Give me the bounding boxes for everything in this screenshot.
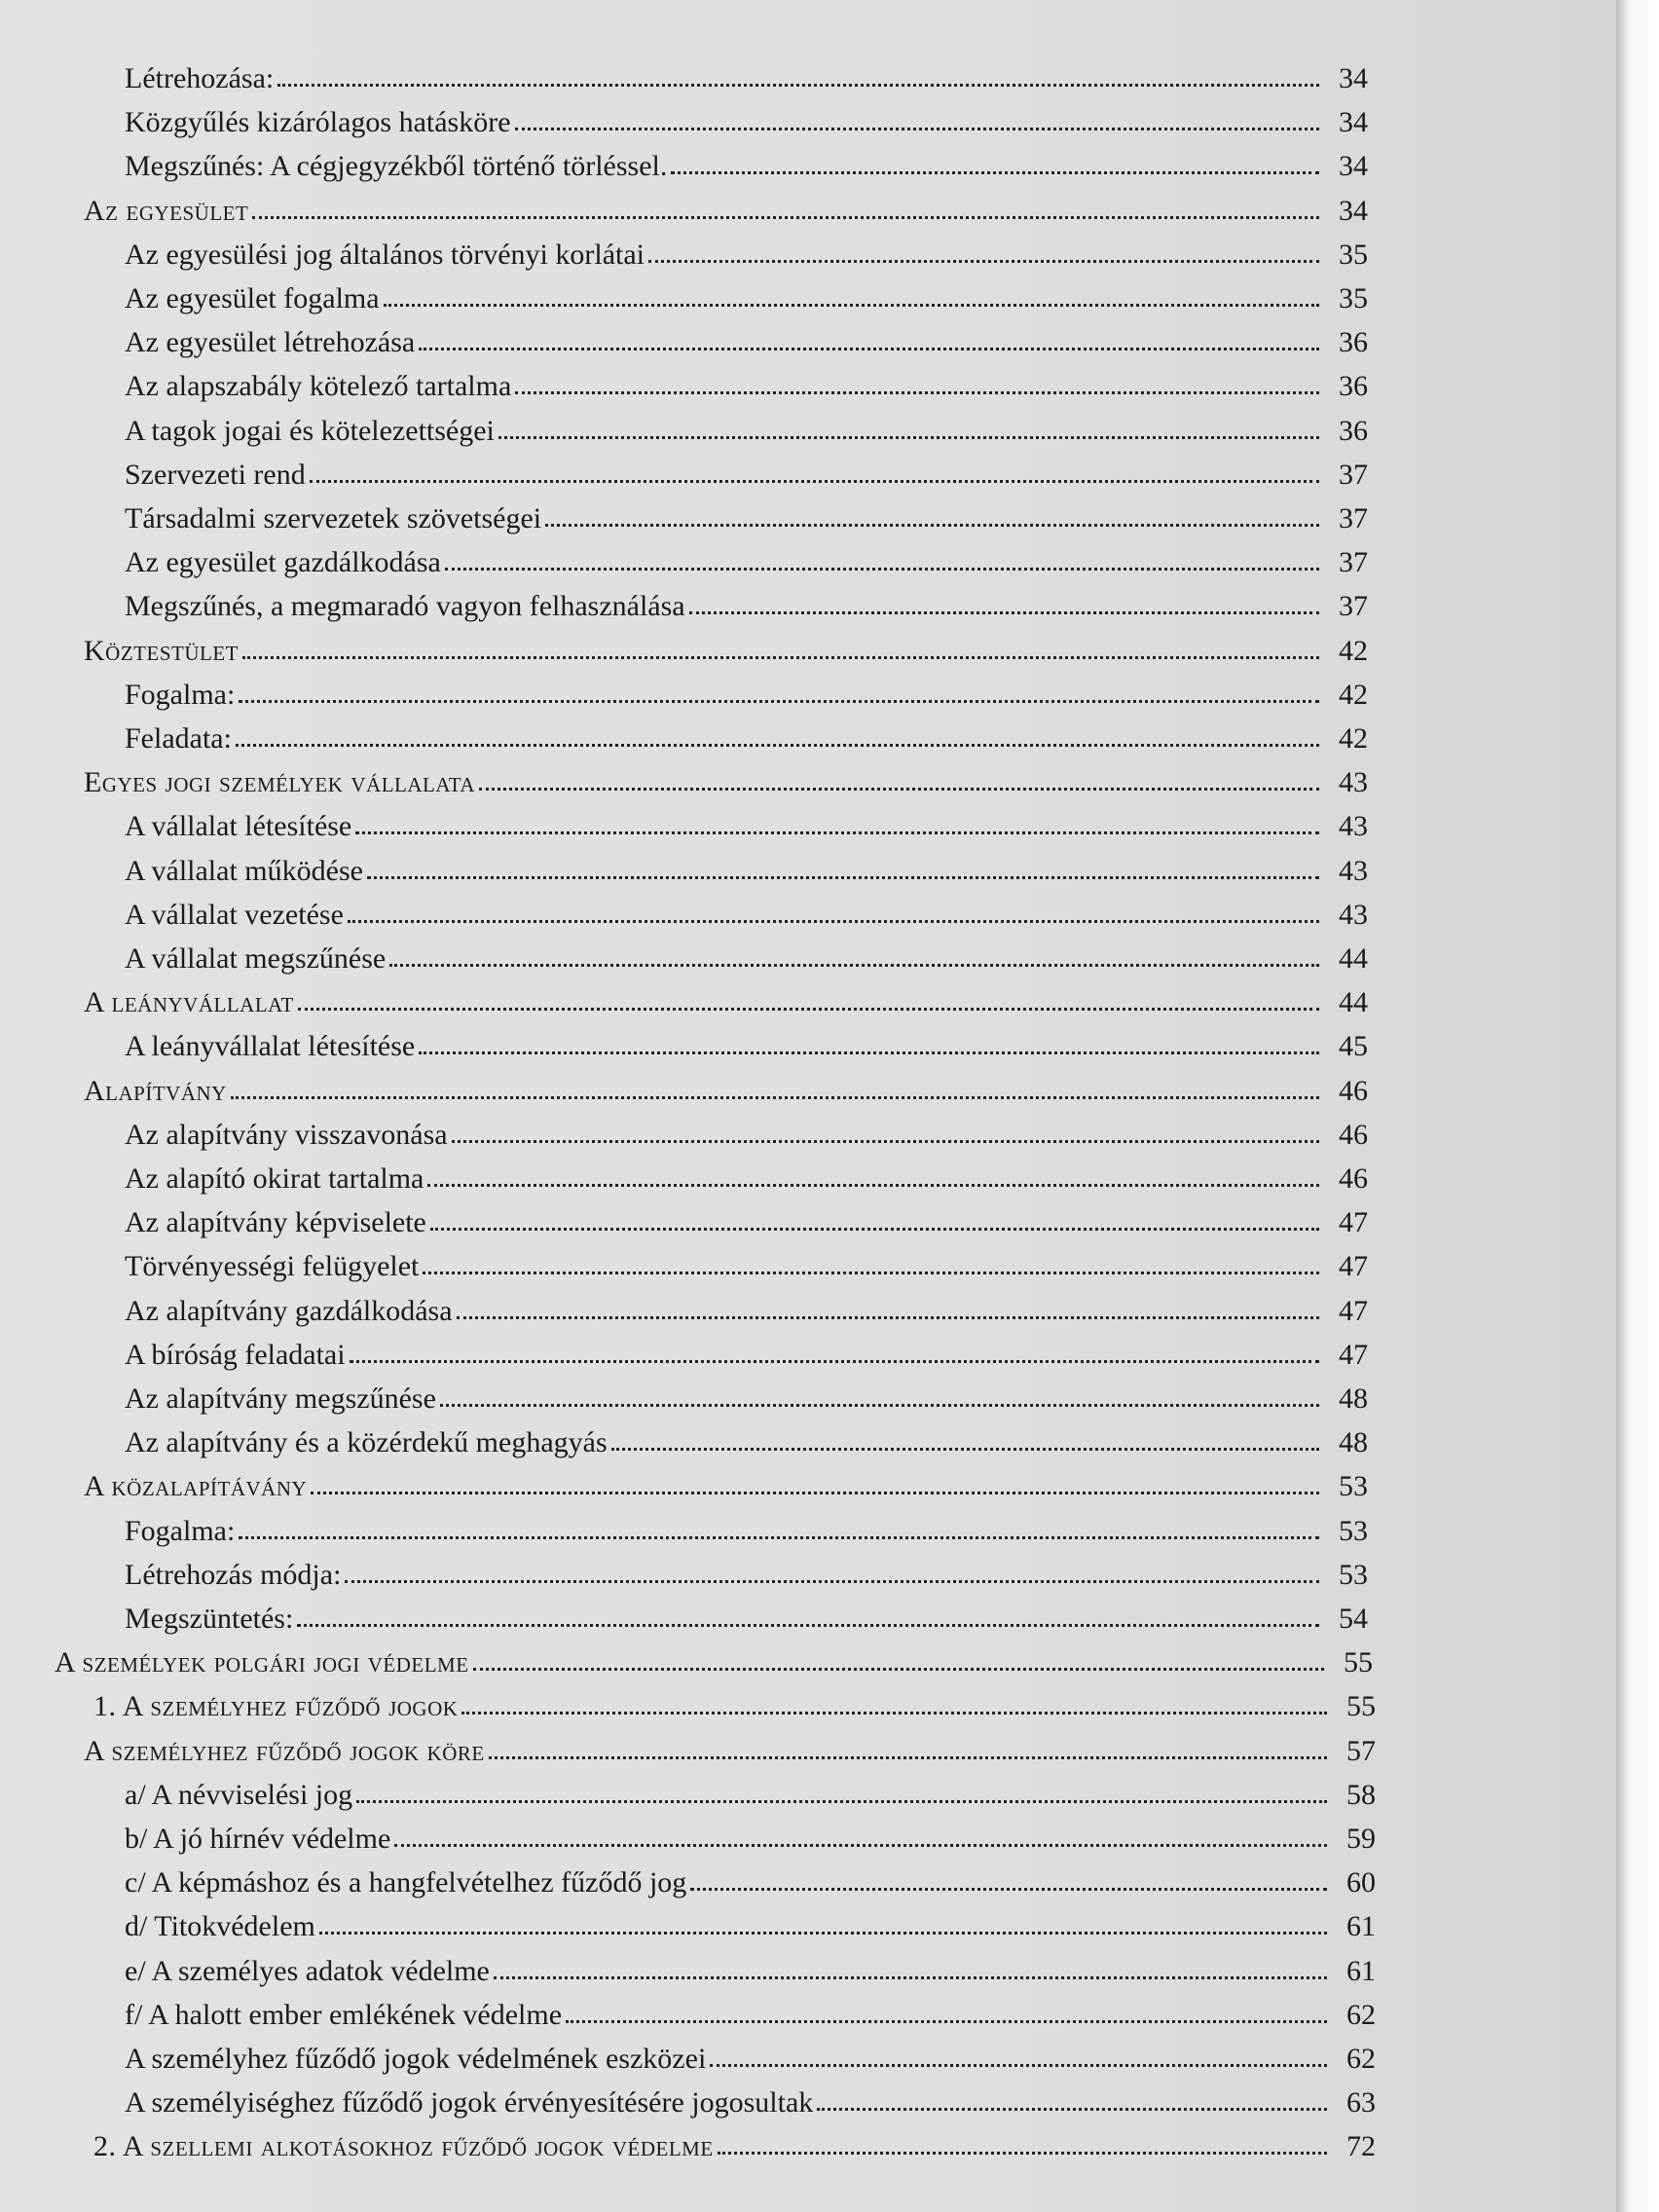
toc-page-number: 37 [1339,590,1368,622]
toc-entry-title: A tagok jogai és kötelezettségei [125,415,495,447]
dot-leader [350,1360,1319,1363]
dot-leader [239,1536,1319,1539]
toc-entry [125,316,1368,359]
toc-entry-title: a/ A névviselési jog [125,1779,353,1811]
toc-entry-title: 1. A személyhez fűződő jogok [93,1690,459,1722]
dot-leader [239,700,1319,703]
dot-leader [236,744,1319,747]
dot-leader [394,1844,1327,1847]
toc-entry [125,1989,1376,2032]
toc-entry [125,1813,1376,1856]
toc-page-number: 53 [1339,1559,1368,1591]
dot-leader [252,216,1319,219]
dot-leader [419,348,1319,350]
toc-entry [125,1020,1368,1063]
toc-page-number: 47 [1339,1339,1368,1371]
toc-entry-title: Az alapítvány képviselete [125,1206,426,1238]
toc-page-number: 46 [1339,1119,1368,1151]
toc-page-number: 42 [1339,722,1368,755]
toc-entry-title: 2. A szellemi alkotásokhoz fűződő jogok védelme [93,2130,714,2162]
toc-page-number: 42 [1339,679,1368,711]
toc-entry [125,1153,1368,1196]
dot-leader [345,1580,1319,1583]
toc-entry-title: A vállalat vezetése [125,899,344,931]
toc-entry [125,1373,1368,1416]
toc-entry [125,273,1368,315]
toc-entry-title: Az egyesület [84,195,249,227]
toc-entry [125,889,1368,932]
dot-leader [419,1051,1319,1054]
toc-entry-title: Közgyűlés kizárólagos hatásköre [125,106,511,138]
toc-entry-title: Fogalma: [125,1515,236,1547]
toc-entry [84,185,1368,228]
toc-entry [125,1769,1376,1812]
dot-leader [671,171,1319,174]
toc-entry-title: A vállalat létesítése [125,810,352,842]
toc-entry-title: A bíróság feladatai [125,1339,346,1371]
dot-leader [461,1712,1327,1714]
toc-entry-title: d/ Titokvédelem [125,1910,315,1942]
toc-entry-title: Az alapítvány megszűnése [125,1382,436,1415]
dot-leader [298,1008,1319,1011]
toc-entry-title: Köztestület [84,635,239,667]
toc-entry [125,493,1368,535]
toc-entry [125,580,1368,623]
toc-page-number: 37 [1339,546,1368,578]
dot-leader [494,1976,1327,1979]
toc-entry-title: Megszűnés: A cégjegyzékből történő törléssel. [125,150,668,182]
dot-leader [311,1492,1319,1494]
toc-page-number: 57 [1346,1735,1376,1767]
toc-entry [125,800,1368,843]
dot-leader [231,1096,1319,1099]
dot-leader [689,611,1319,614]
toc-entry [125,1857,1376,1899]
toc-entry [125,53,1368,95]
toc-entry-title: Szervezeti rend [125,459,306,491]
toc-entry-title: Törvényességi felügyelet [125,1250,420,1282]
toc-entry-title: Létrehozása: [125,62,275,94]
dot-leader [430,1228,1319,1231]
dot-leader [297,1624,1319,1627]
toc-entry [125,845,1368,888]
toc-entry-title: A vállalat megszűnése [125,942,387,975]
dot-leader [319,1932,1327,1935]
toc-page-number: 37 [1339,502,1368,535]
toc-entry [93,2120,1376,2163]
dot-leader [355,831,1319,834]
toc-page-number: 55 [1344,1646,1373,1678]
toc-page-number: 34 [1339,62,1368,94]
toc-page-number: 60 [1346,1866,1376,1899]
dot-leader [356,1800,1327,1803]
dot-leader [690,1888,1327,1891]
dot-leader [648,260,1319,263]
toc-entry-title: A vállalat működése [125,855,363,887]
dot-leader [817,2108,1327,2111]
toc-entry [125,1593,1368,1636]
toc-entry-title: Az alapítvány és a közérdekű meghagyás [125,1426,608,1458]
toc-page-number: 53 [1339,1515,1368,1547]
toc-entry-title: A személyiséghez fűződő jogok érvényesítésére jogosultak [125,2086,814,2119]
toc-page-number: 34 [1339,195,1368,227]
toc-entry-title: Az egyesület létrehozása [125,326,416,358]
toc-page-number: 62 [1346,2043,1376,2075]
toc-entry [125,1109,1368,1152]
toc-entry [84,1460,1368,1503]
dot-leader [367,876,1319,879]
toc-entry-title: e/ A személyes adatok védelme [125,1955,490,1987]
toc-entry-title: b/ A jó hírnév védelme [125,1823,391,1855]
toc-page-number: 36 [1339,326,1368,358]
toc-page-number: 72 [1346,2130,1376,2162]
toc-entry-title: Megszüntetés: [125,1603,294,1635]
dot-leader [452,1140,1319,1143]
dot-leader [515,128,1319,130]
page-edge [1616,0,1659,2212]
toc-entry-title: Fogalma: [125,679,236,711]
toc-page-number: 58 [1346,1779,1376,1811]
dot-leader [545,524,1319,527]
toc-entry [125,1900,1376,1943]
toc-entry-title: Az egyesület fogalma [125,282,380,314]
toc-page-number: 63 [1346,2086,1376,2119]
dot-leader [566,2020,1327,2023]
toc-entry-title: Megszűnés, a megmaradó vagyon felhasználása [125,590,685,622]
toc-page-number: 34 [1339,150,1368,182]
dot-leader [473,1668,1324,1671]
toc-entry-title: A személyhez fűződő jogok védelmének eszközei [125,2043,707,2075]
toc-page-number: 34 [1339,106,1368,138]
toc-entry [125,1549,1368,1592]
toc-page-number: 36 [1339,370,1368,402]
toc-page-number: 53 [1339,1470,1368,1502]
toc-entry [125,449,1368,492]
toc-page-number: 44 [1339,942,1368,975]
toc-page-number: 35 [1339,239,1368,271]
toc-entry-title: Az alapszabály kötelező tartalma [125,370,512,402]
toc-entry [125,1285,1368,1328]
dot-leader [515,391,1319,394]
toc-entry-title: Egyes jogi személyek vállalata [84,766,476,798]
toc-entry-title: Alapítvány [84,1075,227,1107]
toc-page-number: 45 [1339,1030,1368,1062]
dot-leader [710,2064,1327,2067]
toc-page-number: 61 [1346,1955,1376,1987]
toc-page-number: 48 [1339,1426,1368,1458]
toc-page-number: 62 [1346,1999,1376,2031]
toc-entry [125,1505,1368,1548]
toc-page-number: 47 [1339,1295,1368,1327]
toc-entry [125,2033,1376,2076]
toc-entry-title: Az alapítvány gazdálkodása [125,1295,453,1327]
toc-entry-title: A leányvállalat [84,986,294,1018]
dot-leader [427,1184,1319,1187]
dot-leader [348,920,1319,923]
dot-leader [423,1272,1319,1274]
dot-leader [384,304,1319,307]
toc-page-number: 35 [1339,282,1368,314]
toc-entry [125,536,1368,579]
toc-page-number: 47 [1339,1250,1368,1282]
toc-entry [125,1240,1368,1283]
dot-leader [457,1316,1319,1319]
toc-entry [93,1680,1376,1723]
toc-entry [125,669,1368,712]
toc-page-number: 43 [1339,810,1368,842]
toc-page-number: 42 [1339,635,1368,667]
toc-page-number: 46 [1339,1162,1368,1195]
toc-entry [125,2077,1376,2120]
toc-entry [84,1725,1376,1768]
toc-entry-title: A személyhez fűződő jogok köre [84,1735,485,1767]
dot-leader [389,964,1319,967]
toc-entry [125,405,1368,448]
toc-entry-title: f/ A halott ember emlékének védelme [125,1999,563,2031]
toc-entry-title: c/ A képmáshoz és a hangfelvételhez fűződő jog [125,1866,687,1899]
toc-page-number: 37 [1339,459,1368,491]
toc-entry-title: Az alapító okirat tartalma [125,1162,424,1195]
toc-entry [84,625,1368,668]
toc-entry [55,1637,1373,1679]
toc-entry [125,933,1368,976]
dot-leader [242,656,1319,659]
toc-entry-title: Feladata: [125,722,232,755]
toc-page-number: 43 [1339,766,1368,798]
toc-entry-title: Az egyesülési jog általános törvényi korlátai [125,239,645,271]
toc-entry [84,756,1368,799]
toc-entry [125,713,1368,756]
dot-leader [489,1756,1327,1759]
toc-entry [125,1945,1376,1988]
toc-entry-title: Az egyesület gazdálkodása [125,546,441,578]
dot-leader [310,480,1319,483]
toc-page-number: 54 [1339,1603,1368,1635]
dot-leader [445,568,1319,571]
toc-entry [84,977,1368,1019]
toc-page-number: 36 [1339,415,1368,447]
toc-entry [125,140,1368,183]
toc-entry-title: Társadalmi szervezetek szövetségei [125,502,542,535]
toc-entry-title: A közalapítávány [84,1470,308,1502]
toc-page-number: 43 [1339,855,1368,887]
toc-page-number: 61 [1346,1910,1376,1942]
dot-leader [498,436,1319,439]
toc-page-number: 55 [1346,1690,1376,1722]
toc-entry-title: A személyek polgári jogi védelme [55,1646,469,1678]
toc-entry-title: Létrehozás módja: [125,1559,342,1591]
dot-leader [718,2152,1327,2155]
toc-entry-title: Az alapítvány visszavonása [125,1119,448,1151]
toc-page-number: 46 [1339,1075,1368,1107]
toc-entry [125,96,1368,139]
toc-entry [125,360,1368,403]
dot-leader [611,1448,1319,1451]
toc-entry [125,1417,1368,1459]
dot-leader [440,1404,1319,1407]
toc-page-number: 59 [1346,1823,1376,1855]
toc-entry [125,229,1368,272]
toc-page-number: 44 [1339,986,1368,1018]
toc-entry [125,1197,1368,1239]
dot-leader [479,788,1319,791]
toc-page-number: 47 [1339,1206,1368,1238]
toc-entry [125,1329,1368,1372]
toc-entry-title: A leányvállalat létesítése [125,1030,416,1062]
dot-leader [277,84,1319,87]
toc-entry [84,1065,1368,1108]
toc-page-number: 48 [1339,1382,1368,1415]
toc-page-number: 43 [1339,899,1368,931]
